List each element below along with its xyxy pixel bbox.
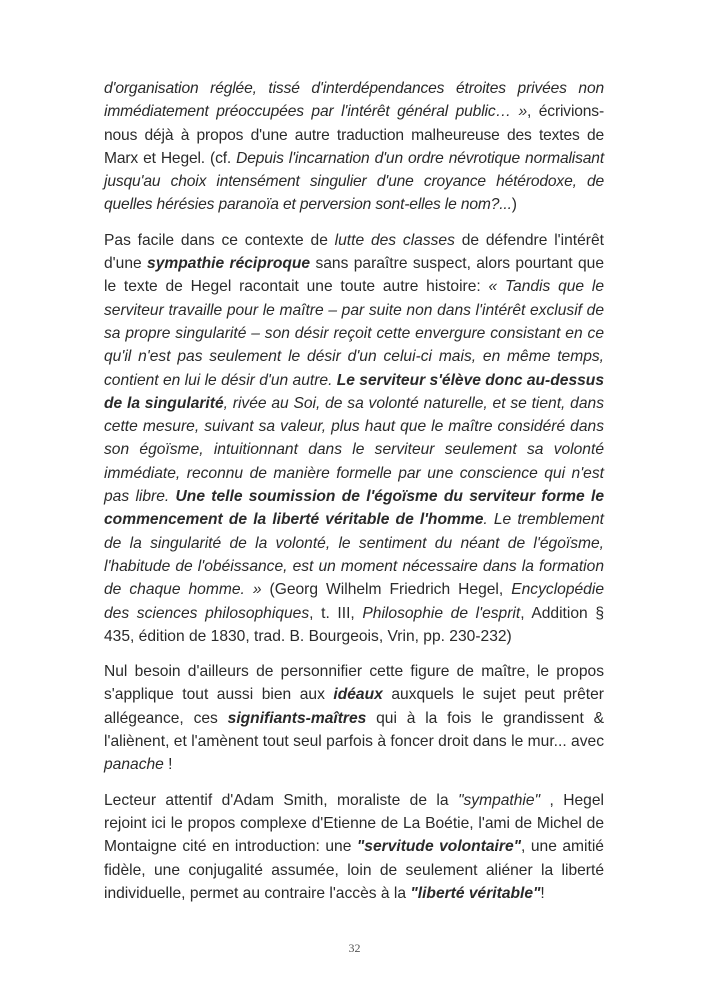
cited-title: Depuis l'incarnation d'un ordre névrotique normalisant jusqu'au choix intensément singulier d'une croyance hétérodoxe, de quelles hérésies paranoïa et perversion sont-elles le nom?... (104, 149, 604, 214)
paragraph-4 (104, 789, 604, 905)
strong-emphasis: "liberté véritable" (410, 884, 541, 902)
citation: (Georg Wilhelm Friedrich Hegel, (261, 581, 512, 599)
book-title: Encyclopédie des sciences philosophiques (104, 581, 604, 622)
text-run: Pas facile dans ce contexte de (104, 231, 335, 249)
emphasis: lutte des classes (334, 231, 455, 249)
text-run: , une amitié fidèle, une conjugalité assumée, loin de seulement aliéner la liberté individuelle, permet au contraire l'accès à la (104, 838, 604, 902)
hegel-quote: , rivée au Soi, de sa volonté naturelle, et se tient, dans cette mesure, suivant sa valeur, plus haut que le maître considéré dans son égoïsme, intuitionnant dans le serviteur seulement sa volonté immédiate, reconnu de manière formelle par une conscience qui n'est pas libre. (104, 394, 604, 506)
paragraph-1 (104, 77, 604, 217)
emphasis: "sympathie" (457, 791, 541, 809)
text-run: ! (540, 884, 545, 902)
text-run: qui à la fois le grandissent & l'aliènent, et l'amènent tout seul parfois à foncer droit dans le mur... avec (104, 709, 604, 751)
hegel-quote-bold: Une telle soumission de l'égoïsme du serviteur forme le commencement de la liberté véritable de l'homme (104, 488, 605, 529)
text-run: , Hegel rejoint ici le propos complexe d'Etienne de La Boétie, l'ami de Michel de Montaigne cité en introduction: une (104, 791, 604, 856)
hegel-quote: « Tandis que le serviteur travaille pour le maître – par suite non dans l'intérêt exclusif de sa propre singularité – son désir reçoit cette envergure consistant en ce qu'il n'est pas seulement le désir d'un celui-ci mais, en même temps, contient en lui le désir d'un autre. (104, 278, 604, 389)
emphasis: panache (104, 756, 164, 774)
strong-emphasis: idéaux (333, 686, 383, 704)
hegel-quote: . Le tremblement de la singularité de la volonté, le sentiment du néant de l'égoïsme, l'habitude de l'obéissance, est un moment nécessaire dans la formation de chaque homme. » (104, 511, 604, 599)
citation: , Addition § 435, édition de 1830, trad. B. Bourgeois, Vrin, pp. 230-232) (104, 604, 604, 645)
strong-emphasis: "servitude volontaire" (356, 838, 522, 856)
hegel-quote-bold: Le serviteur s'élève donc au-dessus de la singularité (104, 371, 604, 412)
strong-emphasis: signifiants-maîtres (227, 709, 367, 727)
strong-emphasis: sympathie réciproque (147, 255, 311, 273)
text-run: ) (511, 196, 517, 214)
text-run: auxquels le sujet peut prêter allégeance, ces (104, 686, 604, 727)
page-number: 32 (348, 941, 361, 955)
paragraph-3 (104, 660, 604, 776)
citation: , t. III, (309, 604, 363, 622)
text-run: ! (163, 756, 173, 774)
quote-fragment: d'organisation réglée, tissé d'interdépendances étroites privées non immédiatement préoccupées par l'intérêt général public… » (104, 80, 604, 121)
text-run: de défendre l'intérêt d'une (104, 231, 604, 273)
page-body (104, 77, 604, 905)
paragraph-2 (104, 229, 604, 648)
text-run: sans paraître suspect, alors pourtant que le texte de Hegel racontait une toute autre histoire: (104, 255, 604, 296)
text-run: Nul besoin d'ailleurs de personnifier cette figure de maître, le propos s'applique tout aussi bien aux (104, 663, 604, 704)
book-title: Philosophie de l'esprit (362, 604, 521, 622)
text-run: Lecteur attentif d'Adam Smith, moraliste de la (104, 791, 458, 809)
text-run: , écrivions-nous déjà à propos d'une autre traduction malheureuse des textes de Marx et Hegel. (cf. (104, 103, 604, 167)
